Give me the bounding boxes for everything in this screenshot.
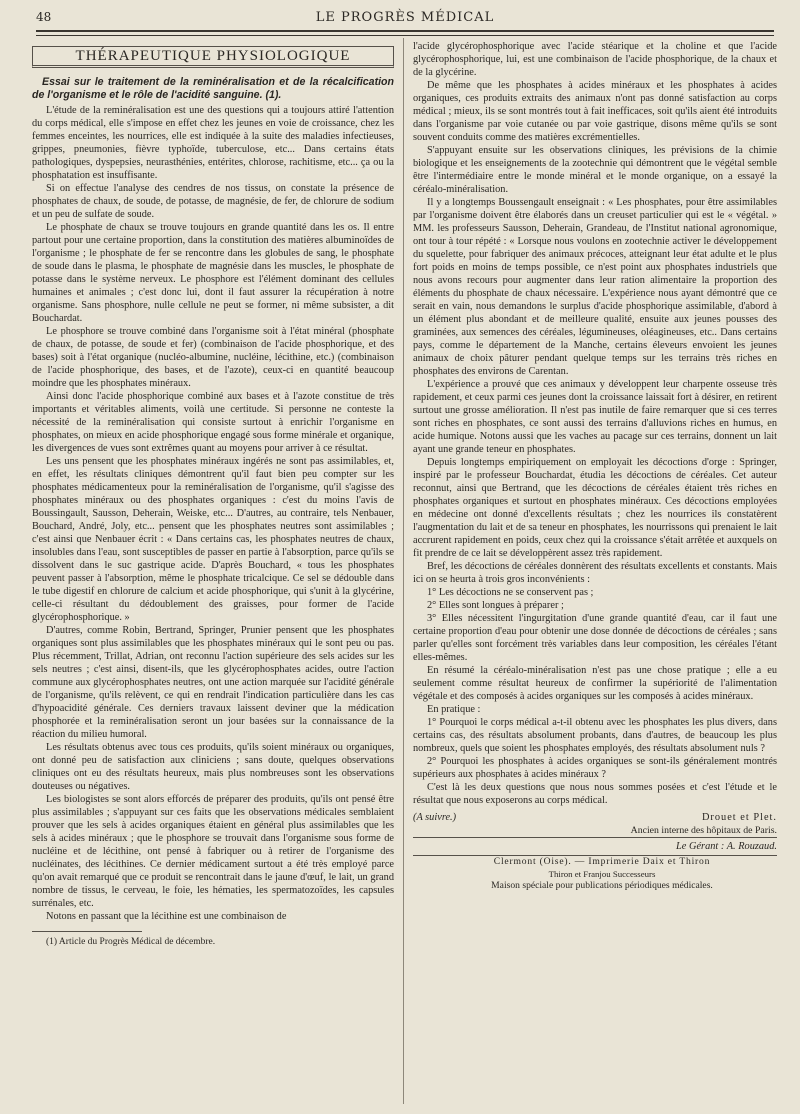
signature-role: Ancien interne des hôpitaux de Paris. xyxy=(630,825,777,836)
paragraph: En résumé la céréalo-minéralisation n'est pas une chose pratique ; elle a eu seulement comme résultat heureux de confirmer la supériorité de l'alimentation végétale et des composés à acides organiques sur les composés à acides minéraux. xyxy=(413,665,777,702)
left-column xyxy=(32,40,394,949)
paragraph: Le phosphore se trouve combiné dans l'organisme soit à l'état minéral (phosphate de chaux, de potasse, de soude et fer) (combinaison de l'acide phosphorique, et des bases) soit à l'état organique (nucléo-albumine, nucléine, lécithine, etc.) (combinaison de l'acide phosphorique, des bases, et de l'azote), ceux-ci en quantité beaucoup moindre que les phosphates minéraux. xyxy=(32,326,394,389)
footnote-rule xyxy=(32,931,142,932)
signature: Drouet et Plet. xyxy=(701,812,777,823)
list-item: 1° Les décoctions ne se conservent pas ; xyxy=(427,587,594,598)
list-item: 2° Pourquoi les phosphates à acides organiques se sont-ils généralement montrés supérieurs aux phosphates à acides minéraux ? xyxy=(413,756,777,780)
paragraph: Les uns pensent que les phosphates minéraux ingérés ne sont pas assimilables, et, en effet, les résultats cliniques démontrent qu'il faut bien peu compter sur les phosphates médicamenteux pour la reminéralisation de l'organisme, qu'il s'agisse des phosphates minéraux ou des phosphates organiques : c'est du moins l'avis de Boussingault, Sausson, Deherain, Weiske, etc... D'autres, au contraire, tels Nenbauer, Bouchard, André, Joly, etc... pensent que les phosphates neutres sont assimilables ; c'est ainsi que Nenbauer écrit : « Dans certains cas, les phosphates neutres de chaux, insolubles dans l'eau, sont susceptibles de passer en partie à l'absorption, parce qu'ils se dissolvent dans le suc gastrique acide. D'après Bouchard, « tous les phosphates peuvent passer à l'absorption, même le phosphate tricalcique. Ce sel se dédouble dans le tube digestif en chlorure de calcium et acide phosphorique, qui s'unit à la glycérine, celle-ci résultant du dédoublement des graisses, pour former de l'acide glycérophosphorique. » xyxy=(32,456,394,623)
paragraph: Il y a longtemps Boussengault enseignait : « Les phosphates, pour être assimilables par l'organisme doivent être élaborés dans un creuset particulier qui est le « végétal. » MM. les professeurs Sausson, Deherain, Grandeau, de l'Institut national agronomique, ont tour à tour répété : « Lorsque nous voulons en zootechnie activer le développement du squelette, pour fabriquer des animaux précoces, atteignant leur état adulte et le plus fort poids en moins de temps possible, ce n'est point aux phosphates industriels que nous avons recours pour augmenter dans leur ration alimentaire la proportion des éléments du phosphate de chaux nécessaire. L'expérience nous ayant démontré que ce serait en vain, nous demandons le surplus d'acide phosphorique assimilable, d'abord à un élément plus abondant et de meilleure qualité, ensuite aux jeunes pousses des graminées, aux semences des céréales, légumineuses, oléagineuses, etc.. Dans certains pays, comme le département de la Manche, certains éleveurs envoient les jeunes animaux de choix pâturer pendant quelque temps sur les terrains très riches en phosphates des environs de Carentan. xyxy=(413,197,777,377)
paragraph: Si on effectue l'analyse des cendres de nos tissus, on constate la présence de phosphates de chaux, de soude, de potasse, de magnésie, de fer, de chlorure de sodium et un peu de sulfate de soude. xyxy=(32,183,394,220)
paragraph: Les résultats obtenus avec tous ces produits, qu'ils soient minéraux ou organiques, ont donné peu de satisfaction aux cliniciens ; sans doute, quelques observations cliniques ont eu des résultats heureux, mais plus nombreuses sont les observations douteuses ou négatives. xyxy=(32,742,394,792)
paragraph: Notons en passant que la lécithine est une combinaison de xyxy=(46,911,287,922)
list-item: 3° Elles nécessitent l'ingurgitation d'une grande quantité d'eau, car il faut une certaine proportion d'eau pour obtenir une dose donnée de décoctions de céréales ; sans parler qu'elles sont forcément très variables dans leur composition, les céréales l'étant elles-mêmes. xyxy=(413,613,777,663)
paragraph: L'expérience a prouvé que ces animaux y développent leur charpente osseuse très rapidement, et ceux parmi ces jeunes dont la croissance laissait fort à désirer, en retirent surtout une grosse amélioration. Il n'est pas inutile de faire remarquer que si ces terres sont riches en phosphates, ce sont aussi des terrains d'alluvions riches en humus, en acide humique. Notons aussi que les vaches au pacage sur ces terrains, donnent un lait ayant une grande teneur en phosphates. xyxy=(413,379,777,455)
signature-block xyxy=(413,811,777,824)
paragraph: l'acide glycérophosphorique avec l'acide stéarique et la choline et que l'acide glycérophosphorique, lui, est une combinaison de l'acide phosphorique, de la chaux et de la glycérine. xyxy=(413,41,777,78)
right-column xyxy=(413,40,777,892)
printer-successors: Thiron et Franjou Successeurs xyxy=(548,869,656,879)
paragraph: Les biologistes se sont alors efforcés de préparer des produits, qu'ils ont pensé être plus assimilables ; s'appuyant sur ces faits que les observations médicales semblaient prouver que les sels à acides organiques étaient en général plus assimilables que les sels à acides minéraux ; que le phosphore se trouvait dans l'organisme sous forme de nucléine et de lécithine, ont pensé à fabriquer ou à retirer de l'organisme des nucléinates, des lécithines. Ce dernier médicament surtout a été très employé parce qu'on avait remarqué que ce produit se rencontrait dans le jaune d'œuf, le lait, un grand nombre de tissus, le cerveau, le foie, les hématies, les spermatozoïdes, les capsules surrénales, etc. xyxy=(32,794,394,909)
page-number: 48 xyxy=(36,10,52,24)
paragraph: S'appuyant ensuite sur les observations cliniques, les prévisions de la chimie biologique et les enseignements de la zootechnie qui démontrent que le végétal semble être l'intermédiaire entre le monde minéral et le monde organique, on a essayé la céréalo-minéralisation. xyxy=(413,145,777,195)
article-title: Essai sur le traitement de la reminéralisation et de la récalcification de l'organisme et le rôle de l'acidité sanguine. (1). xyxy=(32,76,394,101)
footnote: (1) Article du Progrès Médical de décembre. xyxy=(46,937,216,947)
paragraph: En pratique : xyxy=(427,704,481,715)
a-suivre: (A suivre.) xyxy=(413,812,457,823)
inconvenients-list xyxy=(413,586,777,664)
paragraph: Bref, les décoctions de céréales donnèrent des résultats excellents et constants. Mais ici on se heurta à trois gros inconvénients : xyxy=(413,561,777,585)
paragraph: Depuis longtemps empiriquement on employait les décoctions d'orge : Springer, inspiré par le professeur Bouchardat, étudia les décoctions de céréales. Cet auteur reconnut, ainsi que Bertrand, que les décoctions de céréales étaient très riches en phosphates organiques et surtout en phosphates minéraux. Ces décoctions employées en médecine ont donné d'excellents résultats ; chez les nourrices ils constatèrent l'augmentation du lait et de sa teneur en phosphates, les nourrissons qui prenaient le lait accrurent rapidement en poids, ceux chez qui la croissance s'était arrêtée et auxquels on fit prendre de ce lait se développèrent assez très rapidement. xyxy=(413,457,777,559)
printer-specialty: Maison spéciale pour publications périodiques médicales. xyxy=(491,880,713,891)
gerant-line: Le Gérant : A. Rouzaud. xyxy=(413,837,777,856)
paragraph: L'étude de la reminéralisation est une des questions qui a toujours attiré l'attention du corps médical, elle s'impose en effet chez les jeunes en voie de croissance, chez les femmes enceintes, les nourrices, elle est indiquée à la suite des maladies infectieuses, grippes, pneumonies, fièvre typhoïde, tuberculose, etc... Dans certains états pathologiques, dyspepsies, neurasthénies, entérites, chlorose, rachitisme, etc... ça ou la phosphatation est insuffisante. xyxy=(32,105,394,181)
paragraph: Ainsi donc l'acide phosphorique combiné aux bases et à l'azote constitue de très importants et véritables aliments, voilà une certitude. Si personne ne conteste la nécessité de la reminéralisation qui consiste surtout à enrichir l'organisme en phosphates, on mieux en acide phosphorique engagé sous forme minérale et organique, les divergences de vues sont extrêmes quant au moyens pour arriver à ce résultat. xyxy=(32,391,394,454)
paragraph: D'autres, comme Robin, Bertrand, Springer, Prunier pensent que les phosphates organiques sont plus assimilables que les phosphates minéraux qui le sont peu ou pas. Plus récemment, Trillat, Adrian, ont reconnu l'action supérieure des sels acides sur les sels neutres ; c'est ainsi, disent-ils, que les glycérophosphates acides, outre l'action commune aux glycérophosphates neutres, ont une action marquée sur l'acidité générale de l'organisme, qu'ils relèvent, ce qui en rendrait l'indication particulière dans les cas d'hypoacidité générale. Ces derniers travaux laissent deviner que la médication phosphorée et la reminéralisation seront un jour basées sur la connaissance de la réaction du milieu humoral. xyxy=(32,625,394,740)
running-title: LE PROGRÈS MÉDICAL xyxy=(315,10,495,25)
paragraph: C'est là les deux questions que nous nous sommes posées et c'est l'étude et le résultat que nous exposerons au corps médical. xyxy=(413,782,777,806)
paragraph: De même que les phosphates à acides minéraux et les phosphates à acides organiques, ces produits extraits des animaux n'ont pas donné satisfaction au corps médical ; mieux, ils se sont montrés tout à fait inefficaces, soit qu'ils aient été introduits dans l'organisme par voie cutanée ou par voie gastrique, disons même qu'ils se sont souvent conduits comme des matières excrémentielles. xyxy=(413,80,777,143)
section-title: THÉRAPEUTIQUE PHYSIOLOGIQUE xyxy=(32,46,394,68)
list-item: 2° Elles sont longues à préparer ; xyxy=(427,600,564,611)
column-divider xyxy=(403,38,404,1104)
page-header xyxy=(36,8,774,30)
header-rule xyxy=(36,30,774,36)
paragraph: Le phosphate de chaux se trouve toujours en grande quantité dans les os. Il entre partout pour une certaine proportion, dans la constitution des matières albuminoïdes de l'organisme ; le phosphate de fer se rencontre dans les globules de sang, le phosphate de soude dans le plasma, le phosphate de magnésie dans les muscles, le phosphate de potasse dans le système nerveux. Le phosphore est l'élément dominant des cellules humaines et animales ; c'est donc lui, dont il faut assurer la récupération à notre organisme. Sans phosphore, nulle cellule ne peut se former, ni même subsister, a dit Bouchardat. xyxy=(32,222,394,324)
list-item: 1° Pourquoi le corps médical a-t-il obtenu avec les phosphates les plus divers, dans certains cas, des résultats absolument probants, dans d'autres, de beaucoup les plus nombreux, quels que soient les phosphates employés, des résultats absolument nuls ? xyxy=(413,717,777,754)
printer-line: Clermont (Oise). — Imprimerie Daix et Thiron xyxy=(493,856,711,867)
